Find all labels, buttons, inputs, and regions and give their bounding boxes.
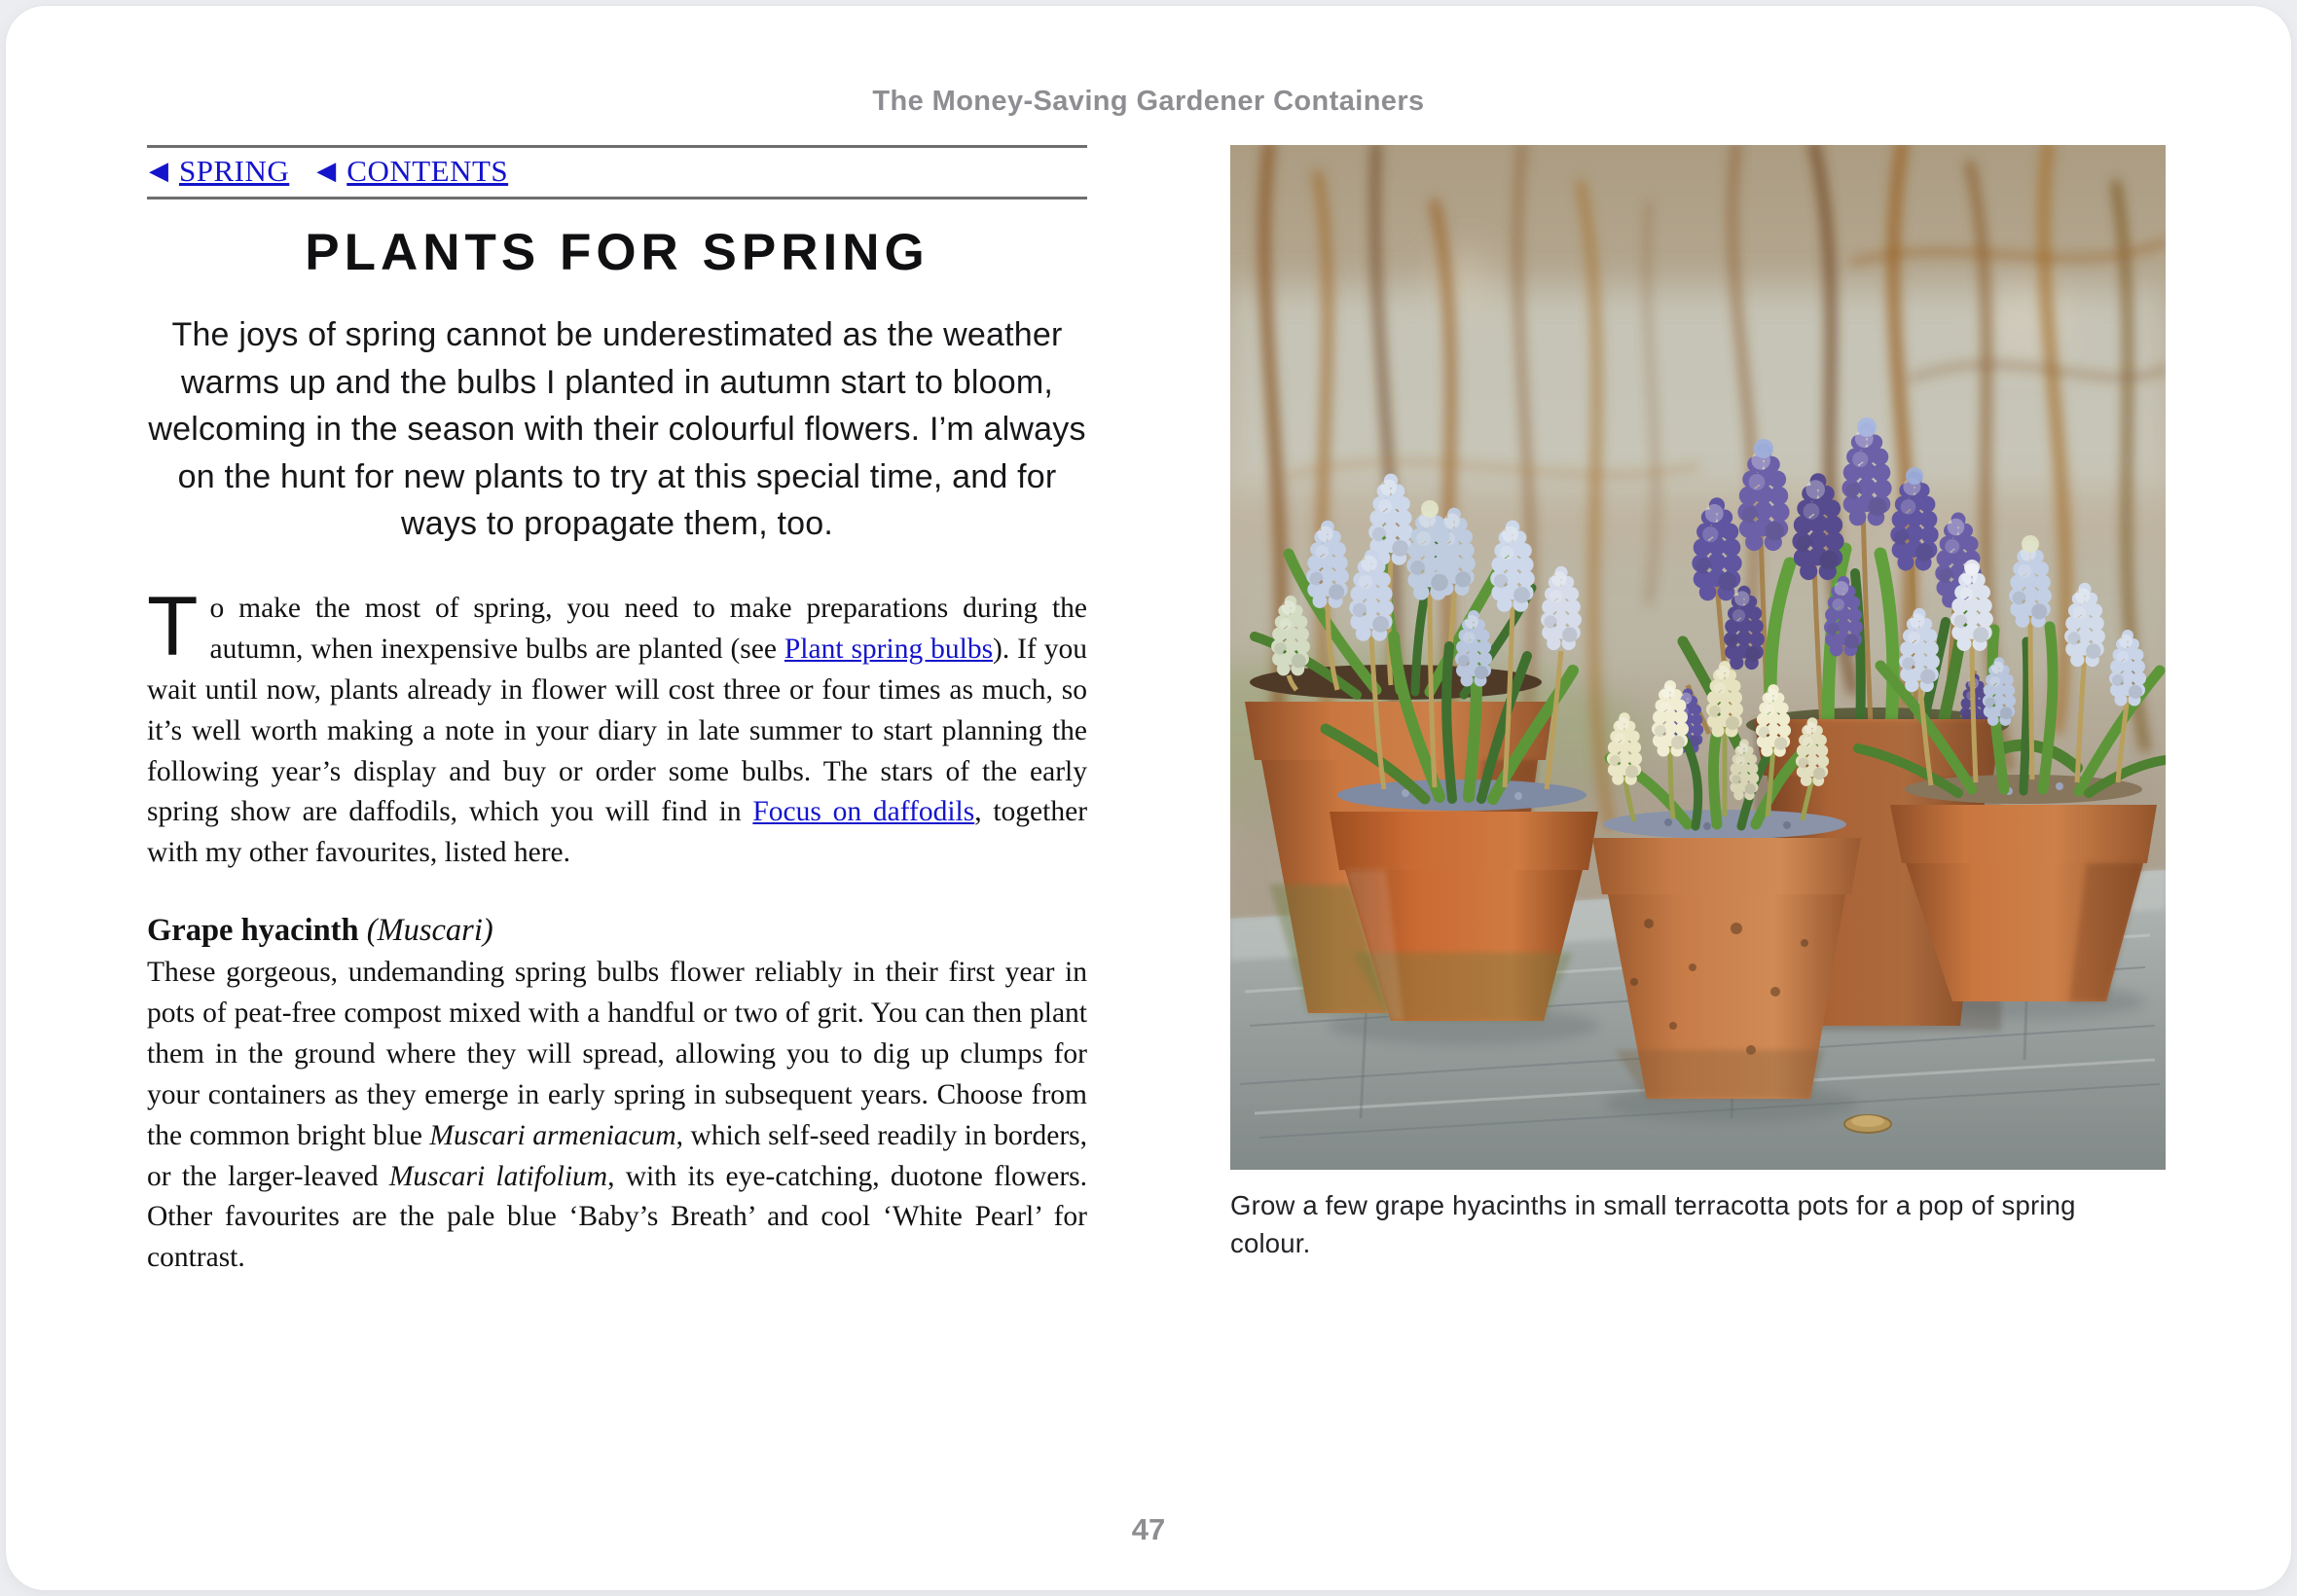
figure	[1230, 145, 2166, 1262]
text-column	[147, 145, 1087, 1279]
paragraph-text: o make the most of spring, you need to make preparations during the autumn, when inexpensive bulbs are planted (see	[209, 593, 1087, 665]
latin-name: Muscari armeniacum	[429, 1119, 676, 1151]
nav-item-spring	[149, 154, 289, 189]
link-focus-on-daffodils[interactable]: Focus on daffodils	[752, 796, 975, 828]
figure-caption: Grow a few grape hyacinths in small terracotta pots for a pop of spring colour.	[1230, 1190, 2076, 1258]
nav-link-contents[interactable]: CONTENTS	[346, 154, 509, 188]
body-paragraph-2	[147, 953, 1087, 1279]
intro-paragraph: The joys of spring cannot be underestimated as the weather warms up and the bulbs I planted in autumn start to bloom, welcoming in the season with their colourful flowers. I’m always on the hunt for new plants to try at this special time, and for ways to propagate them, too.	[148, 316, 1086, 543]
nav-item-contents	[316, 154, 508, 189]
paragraph-text: , together with my other favourites, listed here.	[147, 796, 1088, 869]
paragraph-text: These gorgeous, undemanding spring bulbs flower reliably in their first year in pots of peat-free compost mixed with a handful or two of grit. You can then plant them in the ground where they will spread, allowing you to dig up clumps for your containers as they emerge in early spring in subsequent years. Choose from the common bright blue	[147, 957, 1087, 1151]
photo-grape-hyacinths	[1230, 145, 2166, 1170]
latin-name: Muscari latifolium	[388, 1160, 608, 1192]
back-arrow-icon: ◀	[149, 157, 168, 185]
paragraph-text: , which self-seed readily in borders, or the larger-leaved	[147, 1119, 1088, 1192]
paragraph-text: ). If you wait until now, plants already in flower will cost three or four times as much, so it’s well worth making a note in your diary in late summer to start planning the following year’s display and buy or order some bulbs. The stars of the early spring show are daffodils, which you will find in	[147, 633, 1087, 828]
plant-common-name: Grape hyacinth	[147, 913, 359, 949]
link-plant-spring-bulbs[interactable]: Plant spring bulbs	[784, 633, 994, 665]
coin	[1844, 1115, 1891, 1133]
section-heading	[147, 913, 1087, 949]
body-paragraph-1	[147, 580, 1088, 874]
paragraph-text: , with its eye-catching, duotone flowers. Other favourites are the pale blue ‘Baby’s Breath’ and cool ‘White Pearl’ for contrast.	[147, 1160, 1087, 1274]
plant-latin-name: (Muscari)	[358, 913, 493, 949]
nav-link-spring[interactable]: SPRING	[179, 154, 290, 188]
back-arrow-icon: ◀	[316, 157, 337, 185]
page-number: 47	[1131, 1512, 1166, 1546]
reader-page	[6, 6, 2291, 1590]
running-header: The Money-Saving Gardener Containers	[872, 86, 1425, 117]
drop-cap: T	[147, 580, 199, 674]
page-title: PLANTS FOR SPRING	[305, 224, 930, 281]
chapter-nav	[147, 145, 1087, 200]
